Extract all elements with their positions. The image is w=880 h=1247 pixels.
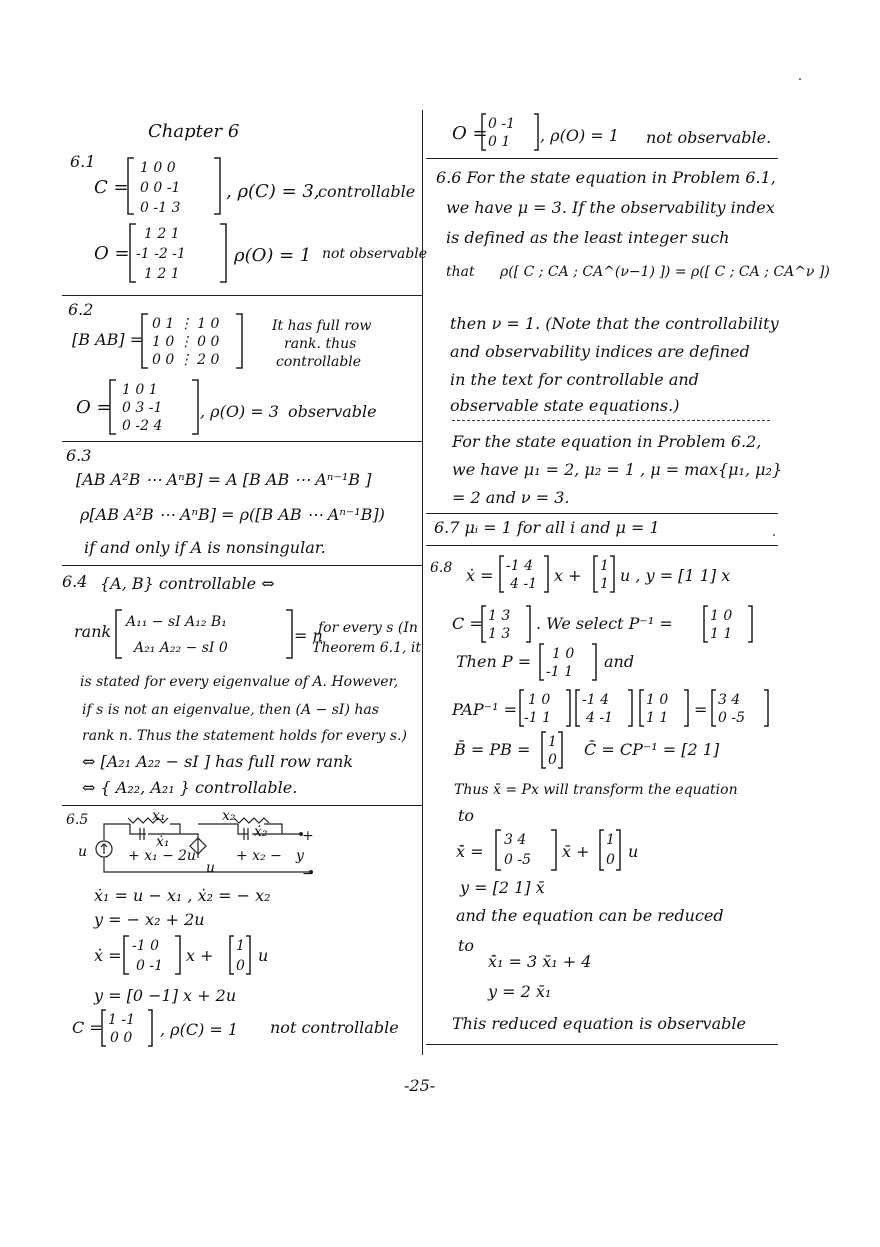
matrix-row: 0 xyxy=(548,752,557,768)
handwritten-line: 6.6 For the state equation in Problem 6.1, xyxy=(436,168,776,187)
handwritten-line: observable state equations.) xyxy=(450,396,680,415)
matrix-brackets xyxy=(108,378,200,436)
matrix-row: 1 0 xyxy=(528,692,551,708)
matrix-row: 1 xyxy=(600,576,609,592)
matrix-label: O = xyxy=(94,243,130,264)
matrix-row: -1 4 xyxy=(582,692,609,708)
circuit-label: − xyxy=(302,866,314,882)
matrix-row: 1 -1 xyxy=(108,1012,135,1028)
handwritten-line: that xyxy=(446,264,475,280)
rank-expression: , ρ(O) = 3 xyxy=(200,402,279,421)
equation: ẋ₁ = u − x₁ , ẋ₂ = − x₂ xyxy=(94,886,271,905)
matrix-brackets xyxy=(598,828,622,872)
page-number: -25- xyxy=(404,1076,436,1095)
circuit-label: + x₁ − xyxy=(128,848,174,864)
equation-text: u xyxy=(258,946,269,965)
matrix-brackets xyxy=(710,688,770,728)
scan-speck xyxy=(799,78,801,80)
divider-right-top xyxy=(426,158,778,159)
equation-text: . We select P⁻¹ = xyxy=(536,614,673,633)
matrix-row: -1 -2 -1 xyxy=(136,246,186,262)
rank-equals: = n xyxy=(294,626,323,645)
equation-label: B̄ = PB = xyxy=(454,740,531,759)
matrix-row: -1 1 xyxy=(524,710,551,726)
handwritten-line: we have μ = 3. If the observability index xyxy=(446,198,775,217)
circuit-label: ẋ₁ xyxy=(156,834,170,850)
handwritten-line: {A, B} controllable ⇔ xyxy=(100,574,275,593)
handwritten-line: and the equation can be reduced xyxy=(456,906,724,925)
matrix-row: 0 1 ⋮ 1 0 xyxy=(152,316,220,332)
matrix-row: 1 0 ⋮ 0 0 xyxy=(152,334,220,350)
margin-note: controllable xyxy=(318,182,416,201)
handwritten-line: = 2 and ν = 3. xyxy=(452,488,570,507)
equation-label: PAP⁻¹ = xyxy=(452,700,517,719)
matrix-brackets xyxy=(122,934,182,976)
handwritten-line: and observability indices are defined xyxy=(450,342,750,361)
equation-text: x + xyxy=(186,946,214,965)
margin-note: for every s (In xyxy=(318,620,418,636)
divider-6.7-6.8 xyxy=(426,545,778,546)
equation-text: = xyxy=(694,700,708,719)
margin-note: not observable. xyxy=(646,128,772,147)
handwritten-line: to xyxy=(458,936,475,955)
rank-expression: , ρ(O) = 1 xyxy=(540,126,619,145)
handwritten-line: in the text for controllable and xyxy=(450,370,699,389)
equation-text: and xyxy=(604,652,635,671)
circuit-label: y xyxy=(296,848,304,864)
handwritten-line: 6.7 μᵢ = 1 for all i and μ = 1 xyxy=(434,518,660,537)
matrix-label: O = xyxy=(452,123,488,144)
matrix-brackets xyxy=(100,1008,154,1048)
problem-number: 6.1 xyxy=(70,152,96,171)
dashed-divider xyxy=(452,420,770,421)
handwritten-line: ⇔ { A₂₂, A₂₁ } controllable. xyxy=(82,778,298,797)
circuit-label: ẋ₂ xyxy=(254,824,268,840)
rank-label: rank xyxy=(74,622,112,641)
matrix-row: -1 0 xyxy=(132,938,159,954)
matrix-brackets xyxy=(538,642,598,682)
matrix-row: 0 -5 xyxy=(504,852,531,868)
circuit-label: u xyxy=(206,860,216,876)
equation: C̄ = CP⁻¹ = [2 1] xyxy=(584,740,720,759)
equation: ρ([ C ; CA ; CA^(ν−1) ]) = ρ([ C ; CA ; CA^ν ]) xyxy=(500,264,830,280)
handwritten-line: is defined as the least integer such xyxy=(446,228,730,247)
problem-number: 6.3 xyxy=(66,446,92,465)
matrix-brackets xyxy=(494,828,558,872)
matrix-row: 0 1 xyxy=(488,134,511,150)
matrix-row: 1 1 xyxy=(646,710,669,726)
matrix-brackets xyxy=(498,554,550,594)
matrix-brackets xyxy=(480,112,540,152)
rank-expression: , ρ(C) = 1 xyxy=(160,1020,239,1039)
matrix-row: 1 0 xyxy=(646,692,669,708)
margin-note: rank. thus xyxy=(284,336,357,352)
margin-note: not observable xyxy=(322,246,428,262)
problem-number: 6.8 xyxy=(430,560,453,576)
matrix-row: 1 3 xyxy=(488,608,511,624)
equation-text: u xyxy=(628,842,639,861)
margin-note: It has full row xyxy=(272,318,372,334)
matrix-brackets xyxy=(702,604,754,644)
matrix-row: 0 -5 xyxy=(718,710,745,726)
handwritten-line: Thus x̄ = Px will transform the equation xyxy=(454,782,738,798)
problem-number: 6.5 xyxy=(66,812,89,828)
handwritten-line: if s is not an eigenvalue, then (A − sI) has xyxy=(82,702,379,718)
handwritten-line: is stated for every eigenvalue of A. However, xyxy=(80,674,399,690)
matrix-brackets xyxy=(140,312,244,370)
equation: ρ[AB A²B ⋯ AⁿB] = ρ([B AB ⋯ Aⁿ⁻¹B]) xyxy=(80,505,385,524)
divider-6.1-6.2 xyxy=(62,295,422,296)
matrix-row: 0 0 ⋮ 2 0 xyxy=(152,352,220,368)
equation: y = [2 1] x̄ xyxy=(460,878,545,897)
handwritten-line: then ν = 1. (Note that the controllability xyxy=(450,314,779,333)
matrix-row: 1 2 1 xyxy=(144,266,180,282)
matrix-row: 0 -1 xyxy=(488,116,515,132)
divider-6.4-6.5 xyxy=(62,805,422,806)
equation-text: x + xyxy=(554,566,582,585)
matrix-row: 1 0 0 xyxy=(140,160,176,176)
scan-speck xyxy=(773,534,775,536)
margin-note: not controllable xyxy=(270,1018,399,1037)
circuit-label: + xyxy=(302,828,314,844)
matrix-brackets xyxy=(574,688,634,728)
matrix-row: 1 1 xyxy=(710,626,733,642)
handwritten-line: we have μ₁ = 2, μ₂ = 1 , μ = max{μ₁, μ₂} xyxy=(452,460,783,479)
matrix-row: 1 3 xyxy=(488,626,511,642)
matrix-row: 0 -1 xyxy=(136,958,163,974)
matrix-row: 0 -2 4 xyxy=(122,418,163,434)
divider-6.6-6.7 xyxy=(426,513,778,514)
handwritten-line: ⇔ [A₂₁ A₂₂ − sI ] has full row rank xyxy=(82,752,354,771)
equation: y = 2 x̄₁ xyxy=(488,982,552,1001)
matrix-brackets xyxy=(228,934,252,976)
matrix-label: C = xyxy=(452,614,483,633)
circuit-diagram xyxy=(70,810,330,880)
matrix-row: 0 0 -1 xyxy=(140,180,181,196)
matrix-row: 1 0 xyxy=(710,608,733,624)
handwritten-line: to xyxy=(458,806,475,825)
matrix-row: 1 xyxy=(548,734,557,750)
equation-label: ẋ = xyxy=(466,566,494,585)
margin-note: observable xyxy=(288,402,377,421)
equation-label: x̄̇ = xyxy=(456,842,484,861)
circuit-label: + x₂ − xyxy=(236,848,282,864)
circuit-label: x₂ xyxy=(222,808,236,824)
divider-right-bottom xyxy=(426,1044,778,1045)
rank-expression: , ρ(C) = 3, xyxy=(226,181,320,202)
matrix-label: [B AB] = xyxy=(72,330,144,349)
margin-note: controllable xyxy=(276,354,362,370)
handwritten-line: This reduced equation is observable xyxy=(452,1014,746,1033)
divider-6.3-6.4 xyxy=(62,565,422,566)
handwritten-line: rank n. Thus the statement holds for every s.) xyxy=(82,728,407,744)
matrix-row: 4 -1 xyxy=(510,576,537,592)
matrix-row: 0 0 xyxy=(110,1030,133,1046)
handwritten-line: if and only if A is nonsingular. xyxy=(84,538,326,557)
circuit-label: x₁ xyxy=(152,808,166,824)
equation: y = [0 −1] x + 2u xyxy=(94,986,237,1005)
matrix-label: O = xyxy=(76,397,112,418)
circuit-label: 2u xyxy=(178,848,196,864)
matrix-brackets xyxy=(592,554,616,594)
equation-text: u , y = [1 1] x xyxy=(620,566,731,585)
matrix-brackets xyxy=(638,688,690,728)
equation-label: Then P = xyxy=(456,652,532,671)
matrix-brackets xyxy=(540,730,564,770)
equation: [AB A²B ⋯ AⁿB] = A [B AB ⋯ Aⁿ⁻¹B ] xyxy=(76,470,372,489)
handwritten-line: For the state equation in Problem 6.2, xyxy=(452,432,762,451)
matrix-row: 4 -1 xyxy=(586,710,613,726)
matrix-label: C = xyxy=(72,1018,103,1037)
matrix-row: 0 -1 3 xyxy=(140,200,181,216)
matrix-brackets xyxy=(114,608,294,660)
matrix-row: -1 4 xyxy=(506,558,533,574)
equation: x̄̇₁ = 3 x̄₁ + 4 xyxy=(488,952,592,971)
equation: y = − x₂ + 2u xyxy=(94,910,205,929)
matrix-row: A₁₁ − sI A₁₂ B₁ xyxy=(126,614,227,630)
problem-number: 6.2 xyxy=(68,300,94,319)
matrix-row: 1 xyxy=(606,832,615,848)
margin-note: Theorem 6.1, it xyxy=(312,640,422,656)
divider-6.2-6.3 xyxy=(62,441,422,442)
equation-label: ẋ = xyxy=(94,946,122,965)
matrix-row: 3 4 xyxy=(718,692,741,708)
matrix-row: 0 3 -1 xyxy=(122,400,163,416)
matrix-label: C = xyxy=(94,177,129,198)
matrix-brackets xyxy=(126,156,222,216)
matrix-row: 1 xyxy=(600,558,609,574)
circuit-label: u xyxy=(78,844,88,860)
matrix-row: 1 0 1 xyxy=(122,382,158,398)
matrix-row: 0 xyxy=(236,958,245,974)
matrix-brackets xyxy=(128,222,228,284)
problem-number: 6.4 xyxy=(62,572,88,591)
matrix-row: 1 0 xyxy=(552,646,575,662)
matrix-row: A₂₁ A₂₂ − sI 0 xyxy=(134,640,228,656)
equation-text: x̄ + xyxy=(562,842,590,861)
matrix-row: -1 1 xyxy=(546,664,573,680)
matrix-row: 1 xyxy=(236,938,245,954)
matrix-row: 0 xyxy=(606,852,615,868)
matrix-brackets xyxy=(518,688,572,728)
matrix-row: 3 4 xyxy=(504,832,527,848)
chapter-title: Chapter 6 xyxy=(148,121,240,142)
matrix-row: 1 2 1 xyxy=(144,226,180,242)
matrix-brackets xyxy=(480,604,532,644)
rank-expression: ρ(O) = 1 xyxy=(234,245,312,266)
